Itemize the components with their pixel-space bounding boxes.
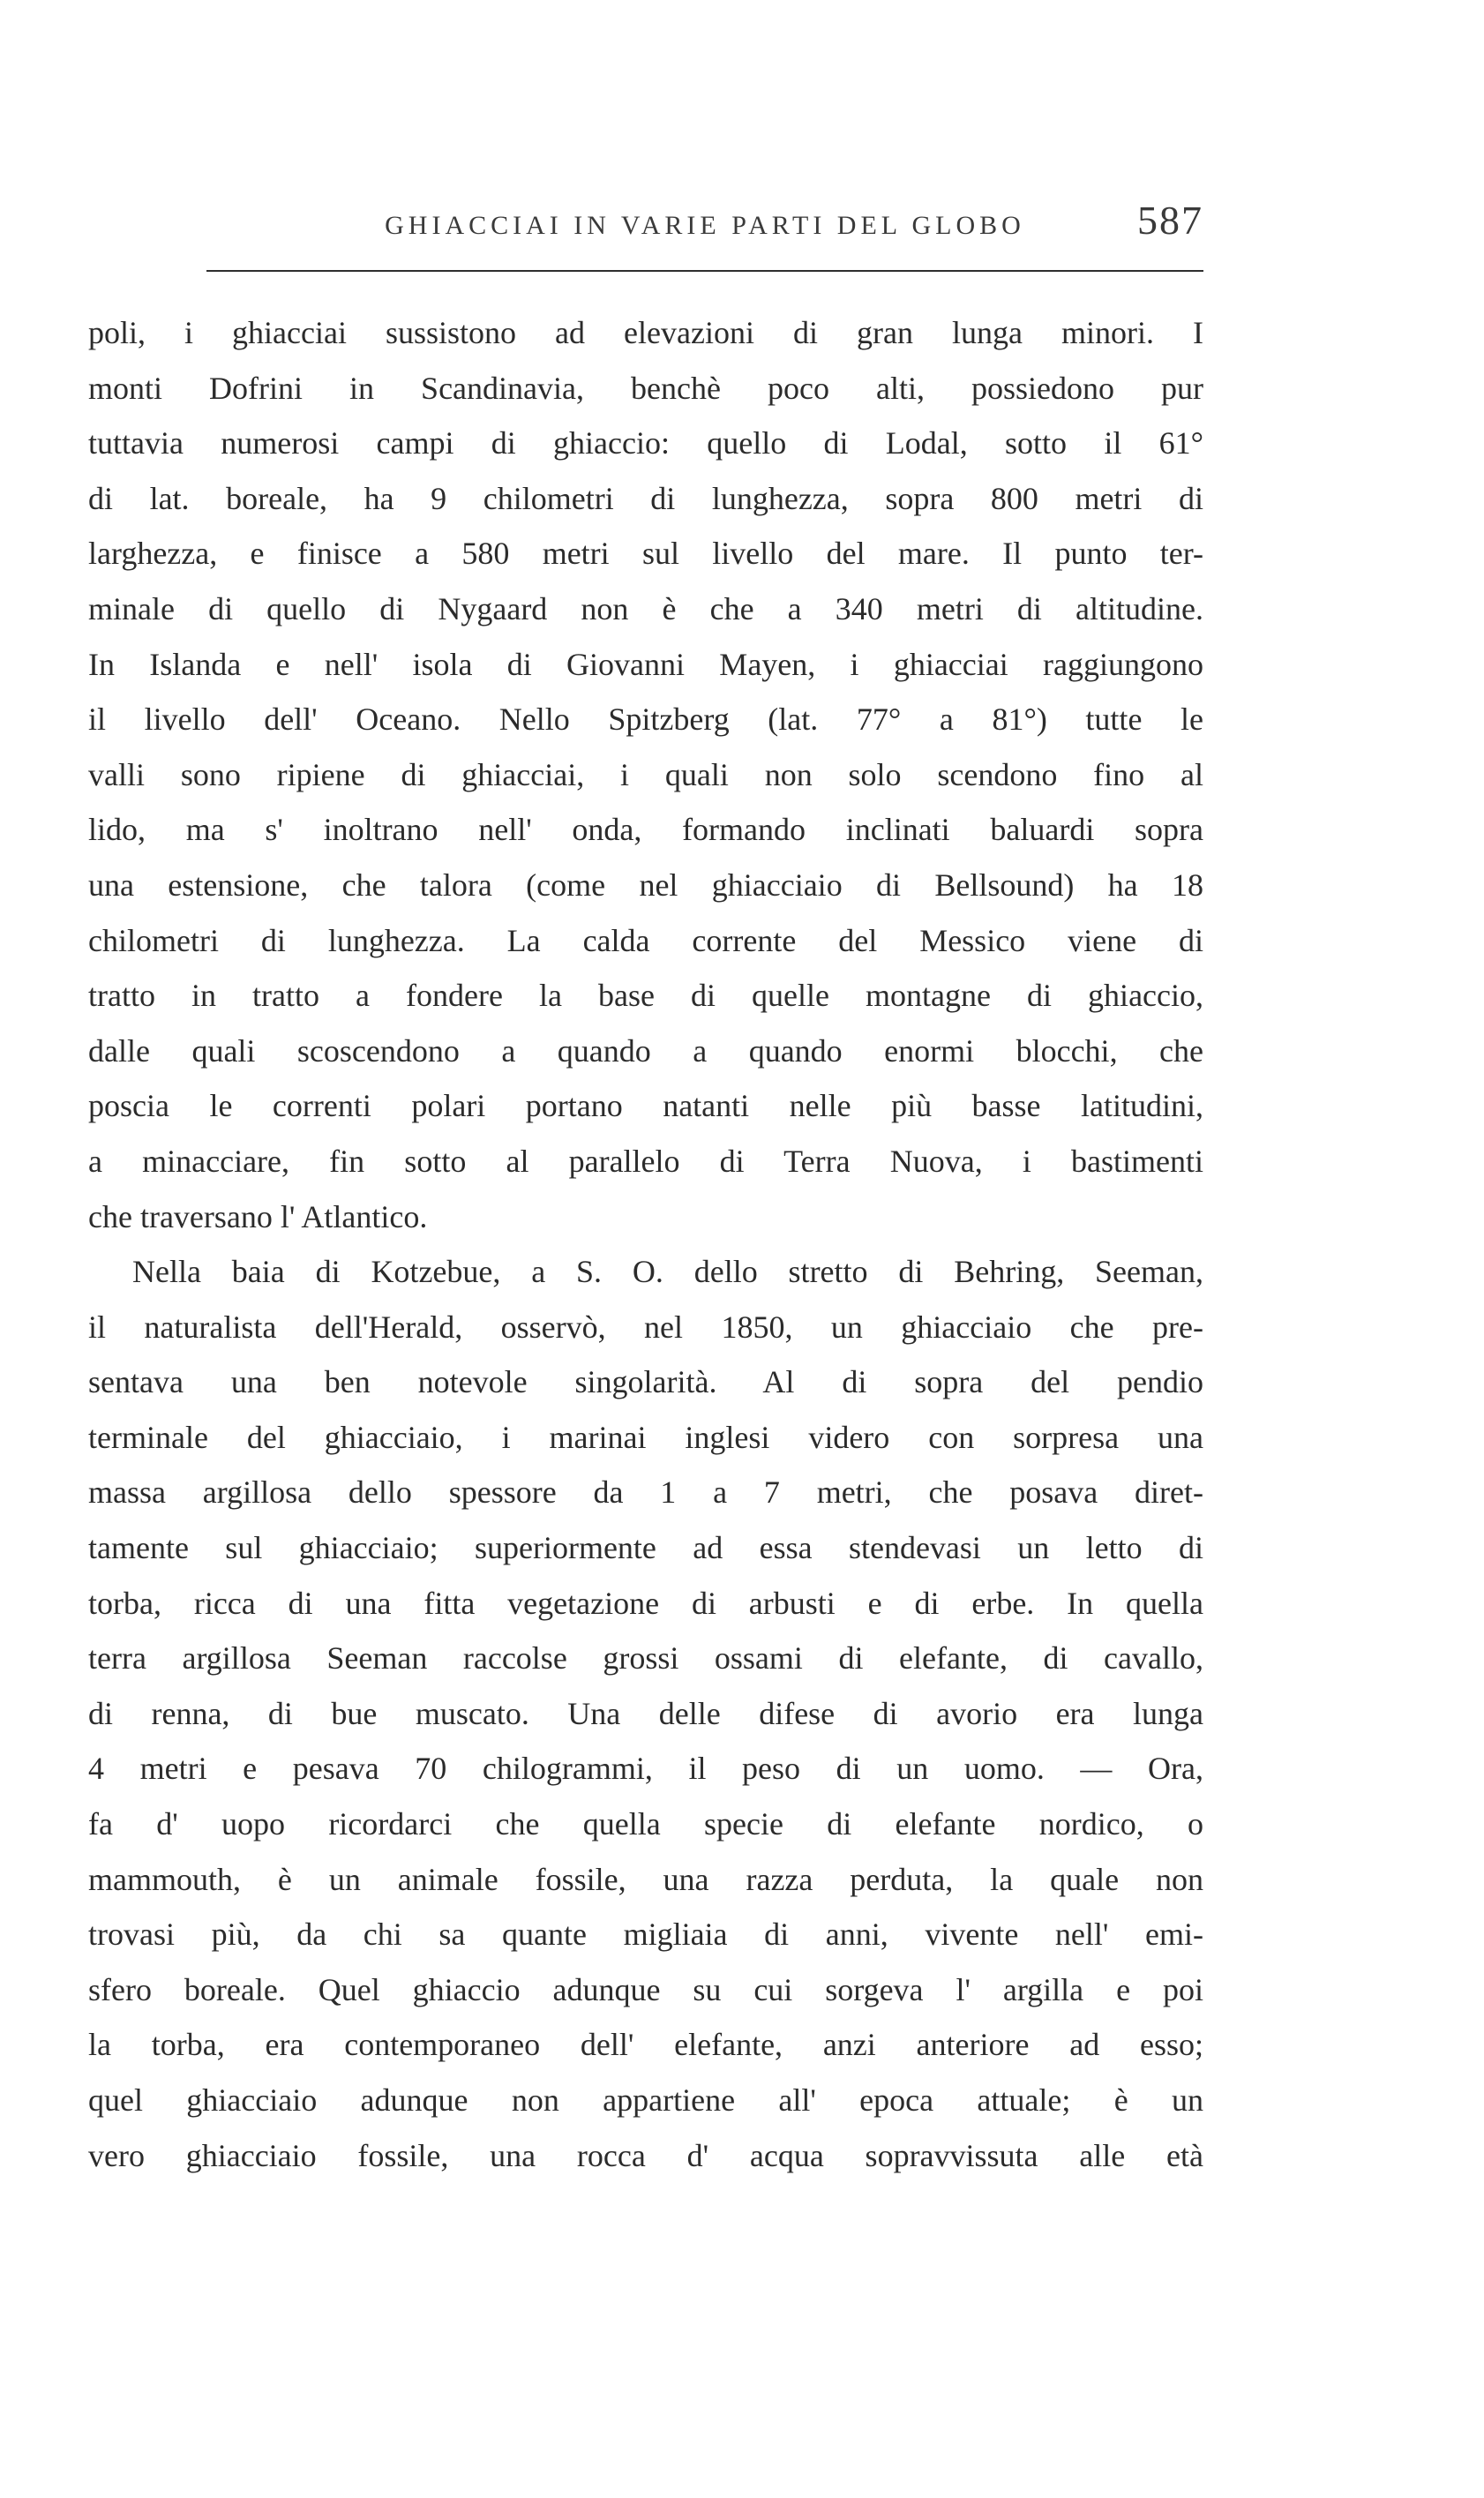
text-line: Nella baia di Kotzebue, a S. O. dello stretto di Behring, Seeman, <box>132 1254 1203 1290</box>
text-line: minale di quello di Nygaard non è che a 340 metri di altitudine. <box>88 590 1203 626</box>
text-line: di lat. boreale, ha 9 chilometri di lunghezza, sopra 800 metri di <box>88 480 1203 516</box>
page-number: 587 <box>1137 198 1203 243</box>
text-line: il livello dell' Oceano. Nello Spitzberg (lat. 77° a 81°) tutte le <box>88 701 1203 738</box>
text-line: tuttavia numerosi campi di ghiaccio: quello di Lodal, sotto il 61° <box>88 425 1203 461</box>
text-line: il naturalista dell'Herald, osservò, nel 1850, un ghiacciaio che pre- <box>88 1309 1203 1345</box>
text-line: torba, ricca di una fitta vegetazione di arbusti e di erbe. In quella <box>88 1585 1203 1621</box>
text-line: quel ghiacciaio adunque non appartiene all' epoca attuale; è un <box>88 2082 1203 2118</box>
text-line: tratto in tratto a fondere la base di quelle montagne di ghiaccio, <box>88 978 1203 1014</box>
text-line: una estensione, che talora (come nel ghiacciaio di Bellsound) ha 18 <box>88 866 1203 903</box>
text-line: valli sono ripiene di ghiacciai, i quali non solo scendono fino al <box>88 756 1203 792</box>
text-line: di renna, di bue muscato. Una delle difese di avorio era lunga <box>88 1695 1203 1731</box>
text-line: poscia le correnti polari portano natanti nelle più basse latitudini, <box>88 1088 1203 1124</box>
text-line: vero ghiacciaio fossile, una rocca d' acqua sopravvissuta alle età <box>88 2137 1203 2173</box>
header-rule <box>206 270 1203 272</box>
running-head <box>206 199 1203 252</box>
text-line: terminale del ghiacciaio, i marinai inglesi videro con sorpresa una <box>88 1419 1203 1455</box>
text-line: sentava una ben notevole singolarità. Al di sopra del pendio <box>88 1364 1203 1400</box>
text-line: a minacciare, fin sotto al parallelo di Terra Nuova, i bastimenti <box>88 1143 1203 1179</box>
text-line: tamente sul ghiacciaio; superiormente ad essa stendevasi un letto di <box>88 1530 1203 1566</box>
text-line: In Islanda e nell' isola di Giovanni Mayen, i ghiacciai raggiungono <box>88 646 1203 682</box>
text-line: poli, i ghiacciai sussistono ad elevazioni di gran lunga minori. I <box>88 315 1203 350</box>
paragraph-1 <box>88 305 1203 1244</box>
text-line: larghezza, e finisce a 580 metri sul livello del mare. Il punto ter- <box>88 536 1203 572</box>
text-line: lido, ma s' inoltrano nell' onda, formando inclinati baluardi sopra <box>88 812 1203 848</box>
text-line: 4 metri e pesava 70 chilogrammi, il peso di un uomo. — Ora, <box>88 1751 1203 1787</box>
body-text <box>88 305 1203 2183</box>
paragraph-2 <box>88 1244 1203 2183</box>
text-line: monti Dofrini in Scandinavia, benchè poco alti, possiedono pur <box>88 370 1203 406</box>
text-line: sfero boreale. Quel ghiaccio adunque su cui sorgeva l' argilla e poi <box>88 1971 1203 2007</box>
text-line: massa argillosa dello spessore da 1 a 7 metri, che posava diret- <box>88 1474 1203 1511</box>
text-line: chilometri di lunghezza. La calda corrente del Messico viene di <box>88 922 1203 958</box>
text-line: terra argillosa Seeman raccolse grossi ossami di elefante, di cavallo, <box>88 1640 1203 1677</box>
text-line: fa d' uopo ricordarci che quella specie di elefante nordico, o <box>88 1806 1203 1842</box>
text-line: mammouth, è un animale fossile, una razza perduta, la quale non <box>88 1861 1203 1897</box>
text-line: trovasi più, da chi sa quante migliaia di anni, vivente nell' emi- <box>88 1917 1203 1953</box>
text-line: dalle quali scoscendono a quando a quando enormi blocchi, che <box>88 1032 1203 1069</box>
running-title: GHIACCIAI IN VARIE PARTI DEL GLOBO <box>385 211 1025 240</box>
text-line: che traversano l' Atlantico. <box>88 1198 428 1234</box>
text-line: la torba, era contemporaneo dell' elefante, anzi anteriore ad esso; <box>88 2027 1203 2063</box>
